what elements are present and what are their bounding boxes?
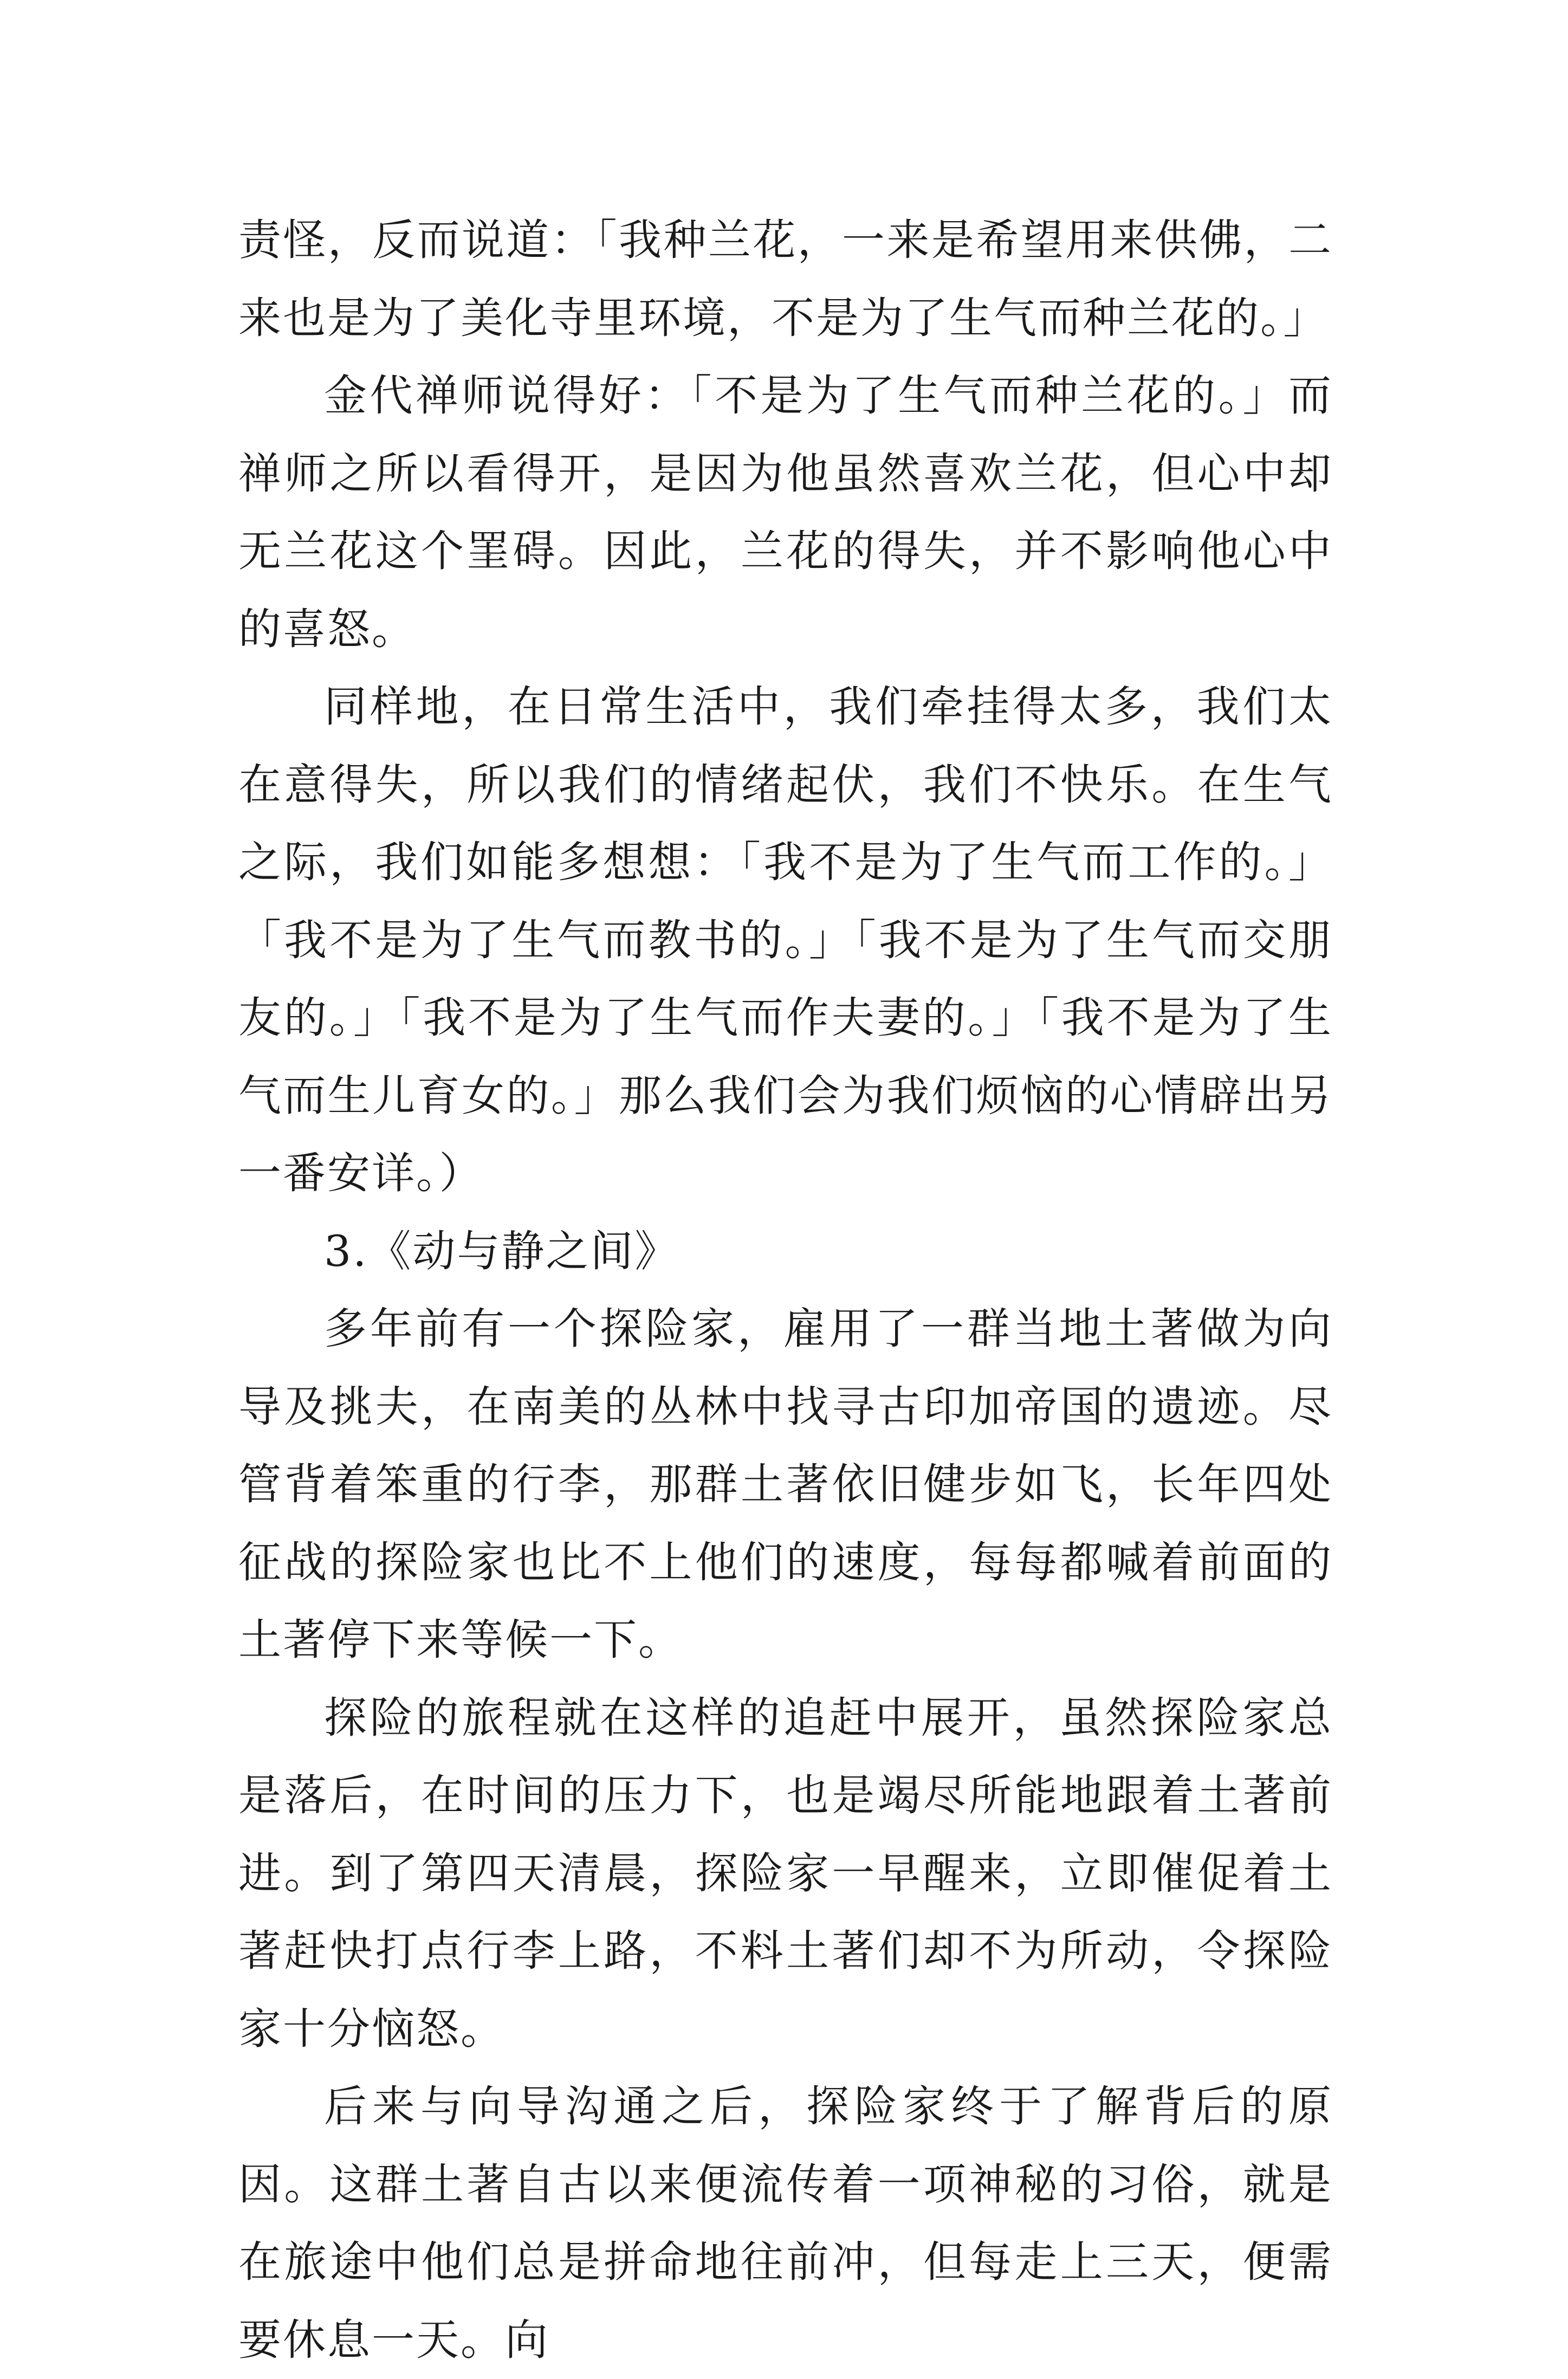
section-heading: 3.《动与静之间》 — [324, 1226, 679, 1276]
paragraph-3: 同样地，在日常生活中，我们牵挂得太多，我们太在意得失，所以我们的情绪起伏，我们不快乐。在生气之际，我们如能多想想：「我不是为了生气而工作的。」「我不是为了生气而教书的。」「我不是为了生气而交朋友的。」「我不是为了生气而作夫妻的。」「我不是为了生气而生儿育女的。」那么我们会为我们烦恼的心情辟出另一番安详。） — [238, 682, 1333, 1198]
paragraph-2: 金代禅师说得好：「不是为了生气而种兰花的。」而禅师之所以看得开，是因为他虽然喜欢兰花，但心中却无兰花这个罣碍。因此，兰花的得失，并不影响他心中的喜怒。 — [238, 371, 1333, 654]
paragraph-1: 责怪，反而说道：「我种兰花，一来是希望用来供佛，二来也是为了美化寺里环境，不是为了生气而种兰花的。」 — [238, 215, 1333, 343]
paragraph-4: 多年前有一个探险家，雇用了一群当地土著做为向导及挑夫，在南美的丛林中找寻古印加帝国的遗迹。尽管背着笨重的行李，那群土著依旧健步如飞，长年四处征战的探险家也比不上他们的速度，每每都喊着前面的土著停下来等候一下。 — [238, 1304, 1333, 1665]
paragraph-6: 后来与向导沟通之后，探险家终于了解背后的原因。这群土著自古以来便流传着一项神秘的习俗，就是在旅途中他们总是拼命地往前冲，但每走上三天，便需要休息一天。向 — [238, 2081, 1333, 2365]
body-text — [238, 202, 1333, 2379]
paragraph-5: 探险的旅程就在这样的追赶中展开，虽然探险家总是落后，在时间的压力下，也是竭尽所能地跟着土著前进。到了第四天清晨，探险家一早醒来，立即催促着土著赶快打点行李上路，不料土著们却不为所动，令探险家十分恼怒。 — [238, 1692, 1333, 2054]
